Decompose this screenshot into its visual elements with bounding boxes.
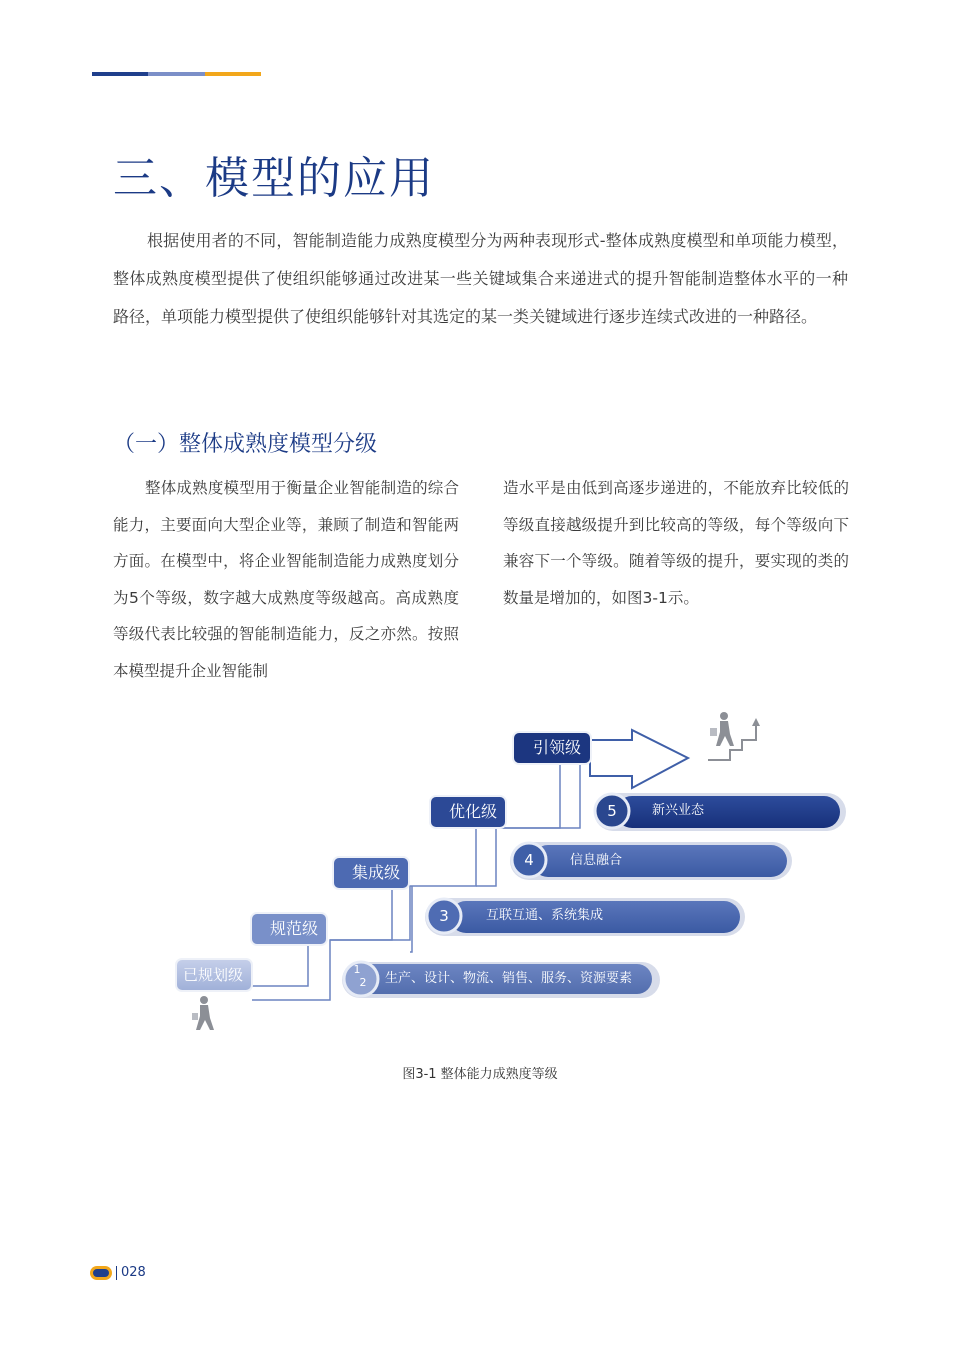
level-number-1: 1 bbox=[353, 963, 361, 976]
level-desc-5: 新兴业态 bbox=[652, 803, 705, 818]
page-footer bbox=[90, 1266, 146, 1280]
figure-graphics bbox=[0, 700, 960, 1060]
accent-segment bbox=[92, 72, 148, 76]
intro-paragraph: 根据使用者的不同，智能制造能力成熟度模型分为两种表现形式-整体成熟度模型和单项能力模型，整体成熟度模型提供了使组织能够通过改进某一些关键域集合来递进式的提升智能制造整体水平的一种路径，单项能力模型提供了使组织能够针对其选定的某一类关键域进行逐步连续式改进的一种路径。 bbox=[113, 231, 848, 326]
header-accent-bar bbox=[92, 72, 261, 76]
figure-caption: 图3-1 整体能力成熟度等级 bbox=[402, 1067, 558, 1082]
arrow-right-icon bbox=[590, 730, 688, 788]
section-title: （一）整体成熟度模型分级 bbox=[113, 432, 378, 457]
level-number-3: 3 bbox=[439, 907, 449, 925]
level-label-leading: 引领级 bbox=[533, 738, 582, 757]
maturity-levels-figure bbox=[0, 700, 960, 1060]
page-title: 三、模型的应用 bbox=[113, 153, 435, 204]
level-desc-4: 信息融合 bbox=[570, 853, 623, 868]
level-label-integrated: 集成级 bbox=[352, 863, 401, 882]
body-column-left: 整体成熟度模型用于衡量企业智能制造的综合能力，主要面向大型企业等，兼顾了制造和智能两方面。在模型中，将企业智能制造能力成熟度划分为5个等级，数字越大成熟度等级越高。高成熟度等级代表比较强的智能制造能力，反之亦然。按照本模型提升企业智能制 bbox=[113, 479, 459, 680]
level-desc-1-2: 生产、设计、物流、销售、服务、资源要素 bbox=[385, 971, 633, 986]
level-desc-3: 互联互通、系统集成 bbox=[486, 908, 604, 923]
accent-segment bbox=[148, 72, 204, 76]
level-number-5: 5 bbox=[607, 802, 617, 820]
page-number: 028 bbox=[116, 1266, 146, 1280]
level-label-standard: 规范级 bbox=[270, 919, 319, 938]
level-pills bbox=[342, 793, 846, 998]
body-column-right: 造水平是由低到高逐步递进的，不能放弃比较低的等级直接越级提升到比较高的等级，每个等级向下兼容下一个等级。随着等级的提升，要实现的类的数量是增加的，如图3-1示。 bbox=[503, 479, 849, 607]
level-number-4: 4 bbox=[524, 851, 534, 869]
accent-segment bbox=[205, 72, 261, 76]
level-label-optimized: 优化级 bbox=[449, 802, 498, 821]
publisher-logo-icon bbox=[90, 1266, 112, 1280]
level-number-2: 2 bbox=[359, 976, 367, 989]
walking-person-icon bbox=[192, 996, 214, 1030]
climbing-stairs-icon bbox=[708, 712, 760, 760]
level-label-planned: 已规划级 bbox=[183, 966, 244, 984]
